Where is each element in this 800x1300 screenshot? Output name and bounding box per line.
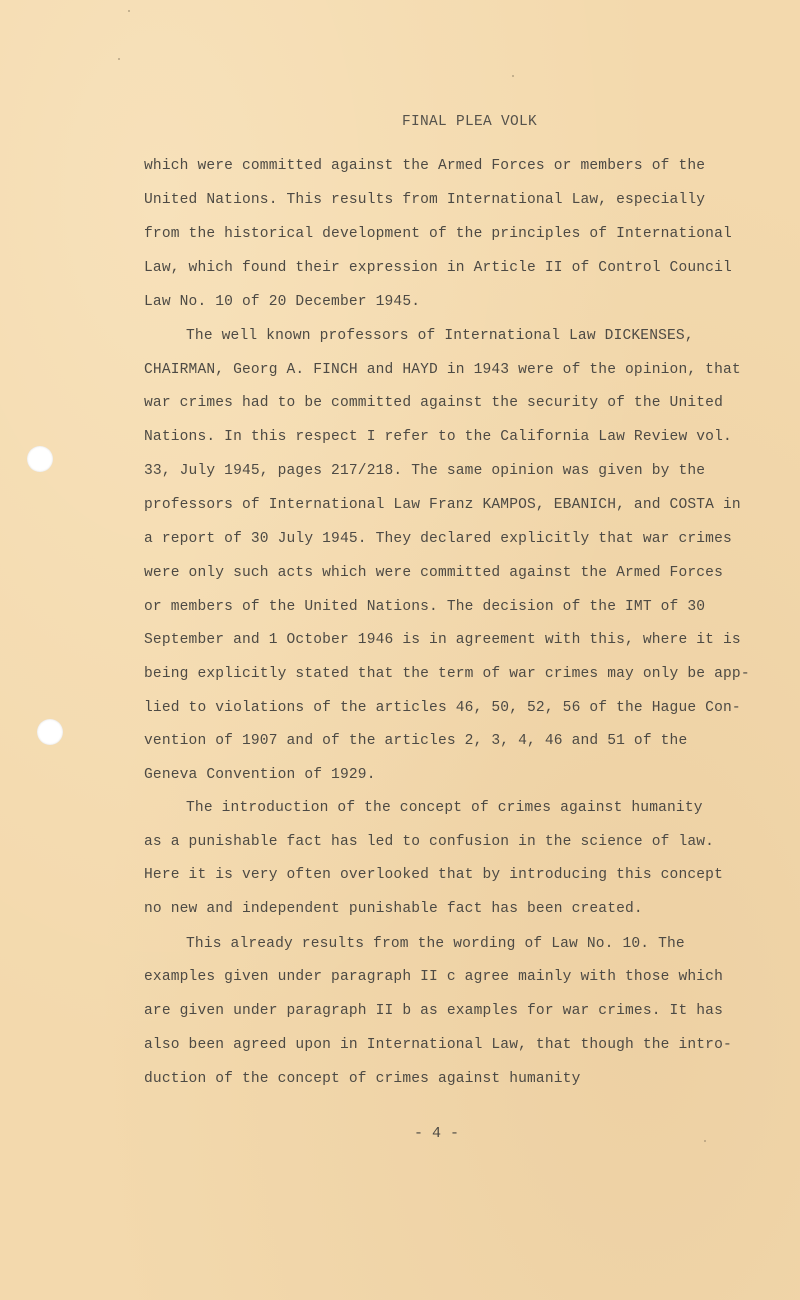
text-line: a report of 30 July 1945. They declared explicitly that war crimes	[144, 531, 732, 547]
text-line: war crimes had to be committed against the security of the United	[144, 395, 723, 411]
text-line: Law No. 10 of 20 December 1945.	[144, 294, 421, 310]
text-line: lied to violations of the articles 46, 50, 52, 56 of the Hague Con-	[144, 700, 741, 716]
text-line: or members of the United Nations. The decision of the IMT of 30	[144, 599, 706, 615]
text-line: vention of 1907 and of the articles 2, 3, 4, 46 and 51 of the	[144, 733, 688, 749]
punch-hole-bottom	[37, 719, 63, 745]
paper-speck	[118, 58, 120, 60]
text-line: Law, which found their expression in Article II of Control Council	[144, 260, 732, 276]
text-line: Here it is very often overlooked that by introducing this concept	[144, 867, 723, 883]
text-line: examples given under paragraph II c agree mainly with those which	[144, 969, 723, 985]
text-line: are given under paragraph II b as examples for war crimes. It has	[144, 1003, 723, 1019]
text-line: from the historical development of the principles of International	[144, 226, 732, 242]
text-line: as a punishable fact has led to confusion in the science of law.	[144, 834, 715, 850]
text-line: being explicitly stated that the term of war crimes may only be app-	[144, 666, 750, 682]
text-line: duction of the concept of crimes against humanity	[144, 1071, 581, 1087]
text-line: September and 1 October 1946 is in agreement with this, where it is	[144, 632, 741, 648]
text-line: The well known professors of International Law DICKENSES,	[186, 328, 694, 344]
text-line: Geneva Convention of 1929.	[144, 767, 376, 783]
page-header: FINAL PLEA VOLK	[402, 114, 538, 130]
text-line: 33, July 1945, pages 217/218. The same opinion was given by the	[144, 463, 706, 479]
text-line: which were committed against the Armed Forces or members of the	[144, 158, 706, 174]
paper-speck	[512, 75, 514, 77]
page-number: - 4 -	[414, 1125, 460, 1142]
text-line: professors of International Law Franz KAMPOS, EBANICH, and COSTA in	[144, 497, 741, 513]
text-line: Nations. In this respect I refer to the California Law Review vol.	[144, 429, 732, 445]
text-line: were only such acts which were committed against the Armed Forces	[144, 565, 723, 581]
text-line: also been agreed upon in International Law, that though the intro-	[144, 1037, 732, 1053]
text-line: United Nations. This results from International Law, especially	[144, 192, 706, 208]
text-line: CHAIRMAN, Georg A. FINCH and HAYD in 1943 were of the opinion, that	[144, 362, 741, 378]
text-line: This already results from the wording of Law No. 10. The	[186, 936, 685, 952]
punch-hole-top	[27, 446, 53, 472]
paper-speck	[704, 1140, 706, 1142]
text-line: no new and independent punishable fact has been created.	[144, 901, 643, 917]
text-line: The introduction of the concept of crimes against humanity	[186, 800, 703, 816]
paper-speck	[128, 10, 130, 12]
